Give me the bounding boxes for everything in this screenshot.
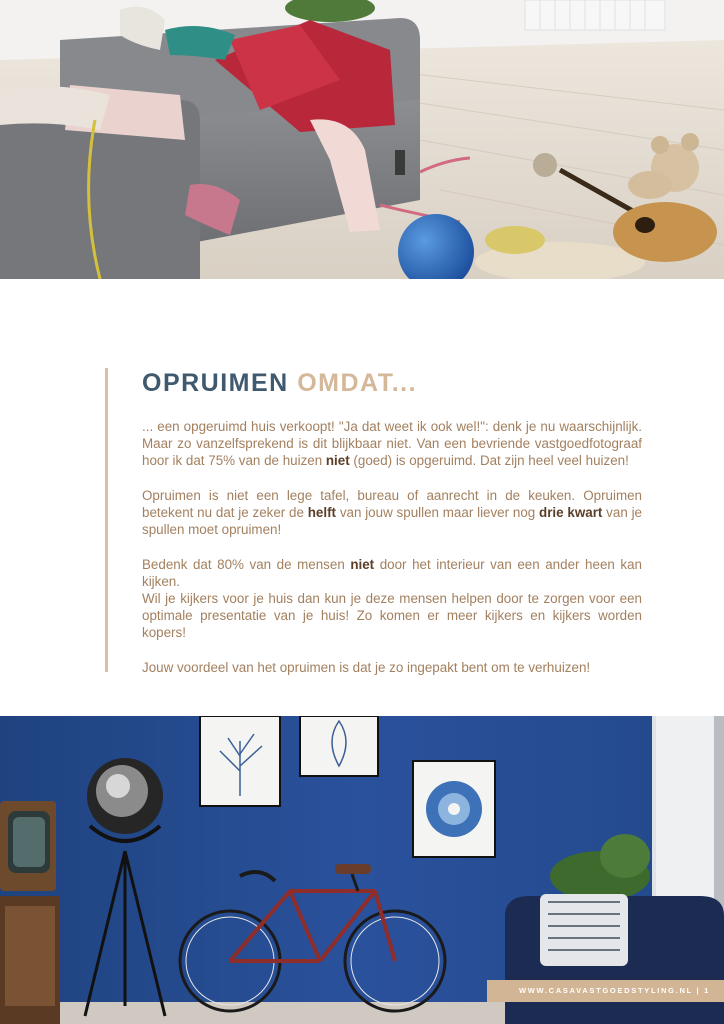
footer-website-label bbox=[487, 980, 724, 1002]
paragraph-3-text-b: door het interieur van een ander heen kan kijken. bbox=[142, 556, 642, 589]
page-heading bbox=[142, 366, 417, 400]
paragraph-1-text-b: (goed) is opgeruimd. Dat zijn heel veel huizen! bbox=[349, 453, 629, 469]
paragraph-2 bbox=[142, 487, 642, 539]
footer-separator: | bbox=[696, 986, 701, 995]
footer-website[interactable]: WWW.CASAVASTGOEDSTYLING.NL bbox=[518, 986, 693, 995]
heading-part-dark: OPRUIMEN bbox=[142, 369, 289, 397]
paragraph-3 bbox=[142, 556, 642, 642]
paragraph-2-bold-a: helft bbox=[307, 505, 337, 520]
heading-part-light: OMDAT... bbox=[297, 369, 418, 397]
paragraph-1-bold: niet bbox=[325, 453, 350, 469]
paragraph-3-bold: niet bbox=[350, 556, 375, 572]
paragraph-4-text: Jouw voordeel van het opruimen is dat je zo ingepakt bent om te verhuizen! bbox=[142, 659, 591, 675]
paragraph-2-text-c: van je spullen moet opruimen! bbox=[142, 505, 642, 538]
paragraph-2-bold-b: drie kwart bbox=[539, 505, 603, 520]
paragraph-3-text-a: Bedenk dat 80% van de mensen bbox=[142, 556, 351, 572]
blue-room-bicycle-photo bbox=[0, 716, 724, 1024]
body-text bbox=[142, 418, 642, 676]
messy-living-room-photo bbox=[0, 0, 724, 279]
paragraph-1-text-a: ... een opgeruimd huis verkoopt! "Ja dat weet ik ook wel!": denk je nu waarschijnlijk. Maar zo vanzelfsprekend is dit blijkbaar niet. Van een bevriende vastgoedfotograaf hoor ik dat 75% van de huizen bbox=[142, 419, 642, 469]
paragraph-1 bbox=[142, 418, 642, 470]
paragraph-3-line-2: Wil je kijkers voor je huis dan kun je deze mensen helpen door te zorgen voor een optimale presentatie van je huis! Zo komen er meer kijkers en kijkers worden kopers! bbox=[142, 591, 642, 641]
paragraph-2-text-a: Opruimen is niet een lege tafel, bureau of aanrecht in de keuken. Opruimen betekent nu dat je zeker de bbox=[142, 487, 642, 520]
paragraph-4 bbox=[142, 659, 642, 676]
page-number: 1 bbox=[704, 986, 710, 995]
paragraph-2-text-b: van jouw spullen maar liever nog bbox=[336, 505, 540, 520]
accent-bar bbox=[105, 368, 108, 672]
